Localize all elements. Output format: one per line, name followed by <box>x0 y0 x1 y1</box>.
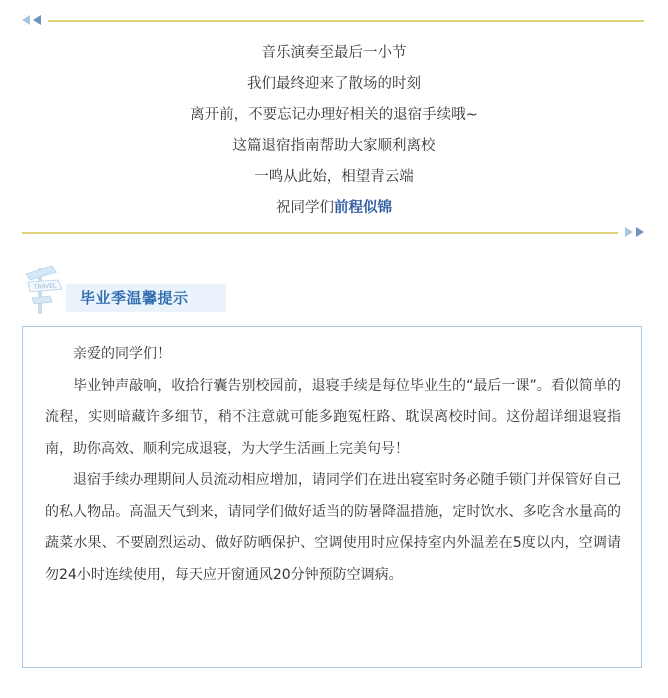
paragraph: 毕业钟声敲响，收拾行囊告别校园前，退寝手续是每位毕业生的“最后一课”。看似简单的流程，实则暗藏许多细节，稍不注意就可能多跑冤枉路、耽误离校时间。这份超详细退寝指南，助你高效、顺利完成退寝，为大学生活画上完美句号！ <box>45 377 621 457</box>
divider-line <box>48 20 644 22</box>
tips-box <box>22 326 642 668</box>
intro-line-wish <box>0 193 668 224</box>
wish-emphasis: 前程似锦 <box>334 200 392 216</box>
triangle-right-icon <box>625 227 633 237</box>
travel-sign-icon <box>22 262 72 316</box>
bottom-divider <box>22 224 644 242</box>
section-title: 毕业季温馨提示 <box>80 289 189 307</box>
intro-line: 我们最终迎来了散场的时刻 <box>247 76 421 92</box>
intro-line: 这篇退宿指南帮助大家顺利离校 <box>232 138 436 154</box>
triangle-left-icon <box>33 15 41 25</box>
intro-line: 一鸣从此始，相望青云端 <box>254 169 414 185</box>
divider-line <box>22 232 618 234</box>
divider-arrows-left <box>22 15 41 25</box>
intro-text <box>0 38 668 224</box>
sign-text: TRAVEL <box>33 282 57 291</box>
section-header <box>22 262 232 316</box>
triangle-right-icon <box>636 227 644 237</box>
intro-line: 离开前，不要忘记办理好相关的退宿手续哦~ <box>190 107 478 123</box>
wish-prefix: 祝同学们 <box>276 200 334 216</box>
top-divider <box>22 12 644 30</box>
paragraph: 退宿手续办理期间人员流动相应增加，请同学们在进出寝室时务必随手锁门并保管好自己的私人物品。高温天气到来，请同学们做好适当的防暑降温措施，定时饮水、多吃含水量高的蔬菜水果、不要剧烈运动、做好防晒保护、空调使用时应保持室内外温差在5度以内，空调请勿24小时连续使用，每天应开窗通风20分钟预防空调病。 <box>45 472 621 583</box>
intro-line: 音乐演奏至最后一小节 <box>261 45 407 61</box>
divider-arrows-right <box>625 227 644 237</box>
triangle-left-icon <box>22 15 30 25</box>
greeting: 亲爱的同学们！ <box>73 346 171 362</box>
